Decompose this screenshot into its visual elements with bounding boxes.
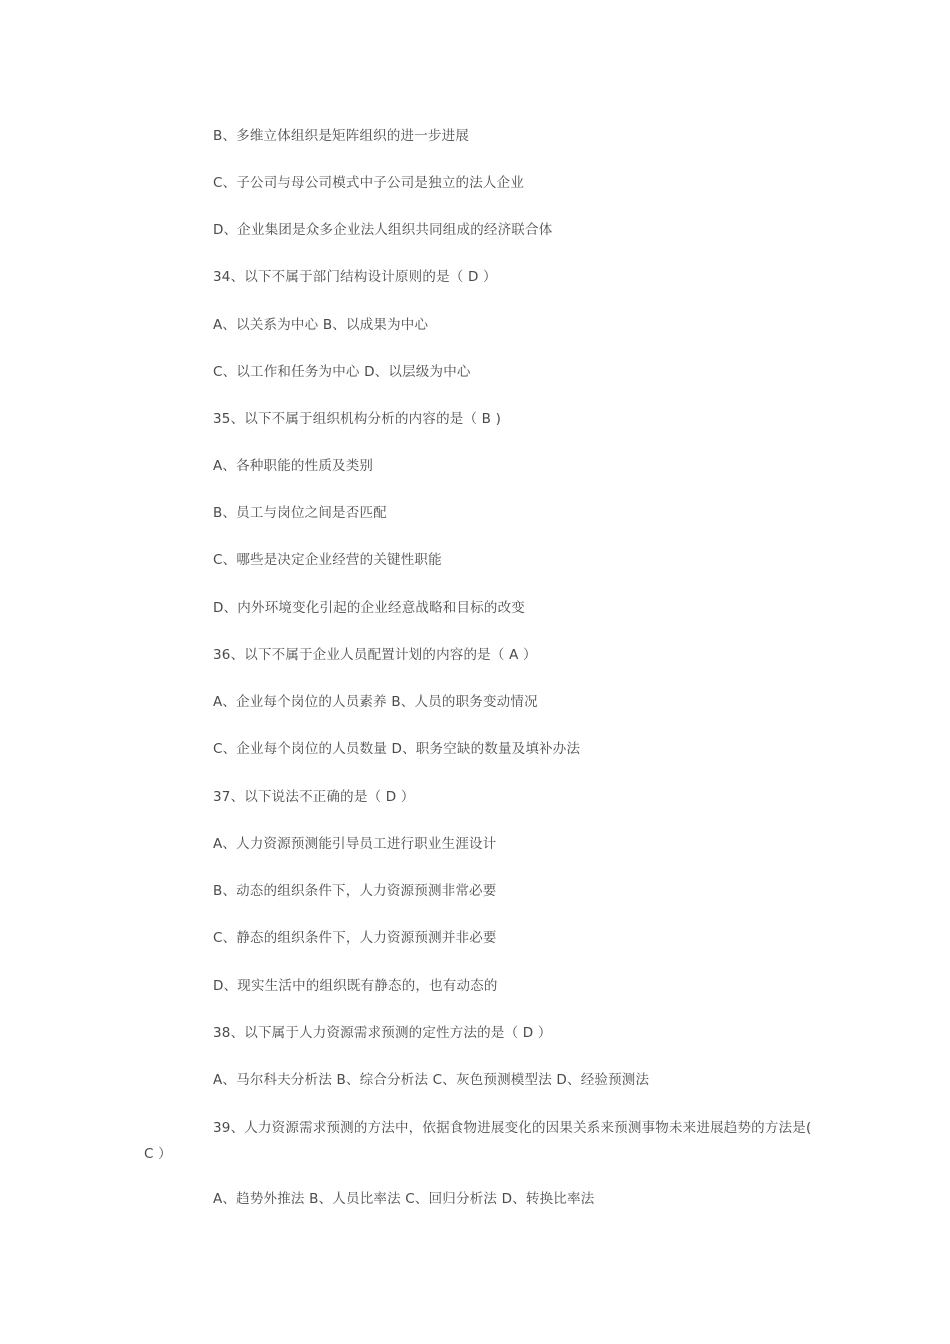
- option-line: A、企业每个岗位的人员素养 B、人员的职务变动情况: [213, 694, 538, 710]
- option-line: D、内外环境变化引起的企业经意战略和目标的改变: [213, 600, 525, 616]
- option-line: D、现实生活中的组织既有静态的，也有动态的: [213, 978, 498, 994]
- option-line: B、动态的组织条件下，人力资源预测非常必要: [213, 883, 497, 899]
- option-line: A、人力资源预测能引导员工进行职业生涯设计: [213, 836, 497, 852]
- option-line: D、企业集团是众多企业法人组织共同组成的经济联合体: [213, 222, 553, 238]
- question-39: 39、人力资源需求预测的方法中，依据食物进展变化的因果关系来预测事物未来进展趋势的方法是( C ）: [144, 1120, 812, 1162]
- option-line: A、各种职能的性质及类别: [213, 458, 374, 474]
- question-38: 38、以下属于人力资源需求预测的定性方法的是（ D ）: [213, 1025, 552, 1041]
- option-line: B、员工与岗位之间是否匹配: [213, 505, 387, 521]
- option-line: C、企业每个岗位的人员数量 D、职务空缺的数量及填补办法: [213, 741, 581, 757]
- option-line: C、哪些是决定企业经营的关键性职能: [213, 552, 442, 568]
- option-line: C、子公司与母公司模式中子公司是独立的法人企业: [213, 175, 525, 191]
- question-36: 36、以下不属于企业人员配置计划的内容的是（ A ）: [213, 647, 537, 663]
- option-line: C、静态的组织条件下，人力资源预测并非必要: [213, 930, 497, 946]
- option-line: A、趋势外推法 B、人员比率法 C、回归分析法 D、转换比率法: [213, 1191, 595, 1207]
- option-line: A、以关系为中心 B、以成果为中心: [213, 317, 429, 333]
- option-line: A、马尔科夫分析法 B、综合分析法 C、灰色预测模型法 D、经验预测法: [213, 1072, 650, 1088]
- question-37: 37、以下说法不正确的是（ D ）: [213, 789, 415, 805]
- option-line: C、以工作和任务为中心 D、以层级为中心: [213, 364, 471, 380]
- option-line: B、多维立体组织是矩阵组织的进一步进展: [213, 128, 470, 144]
- question-34: 34、以下不属于部门结构设计原则的是（ D ）: [213, 269, 497, 285]
- question-35: 35、以下不属于组织机构分析的内容的是（ B ): [213, 411, 502, 427]
